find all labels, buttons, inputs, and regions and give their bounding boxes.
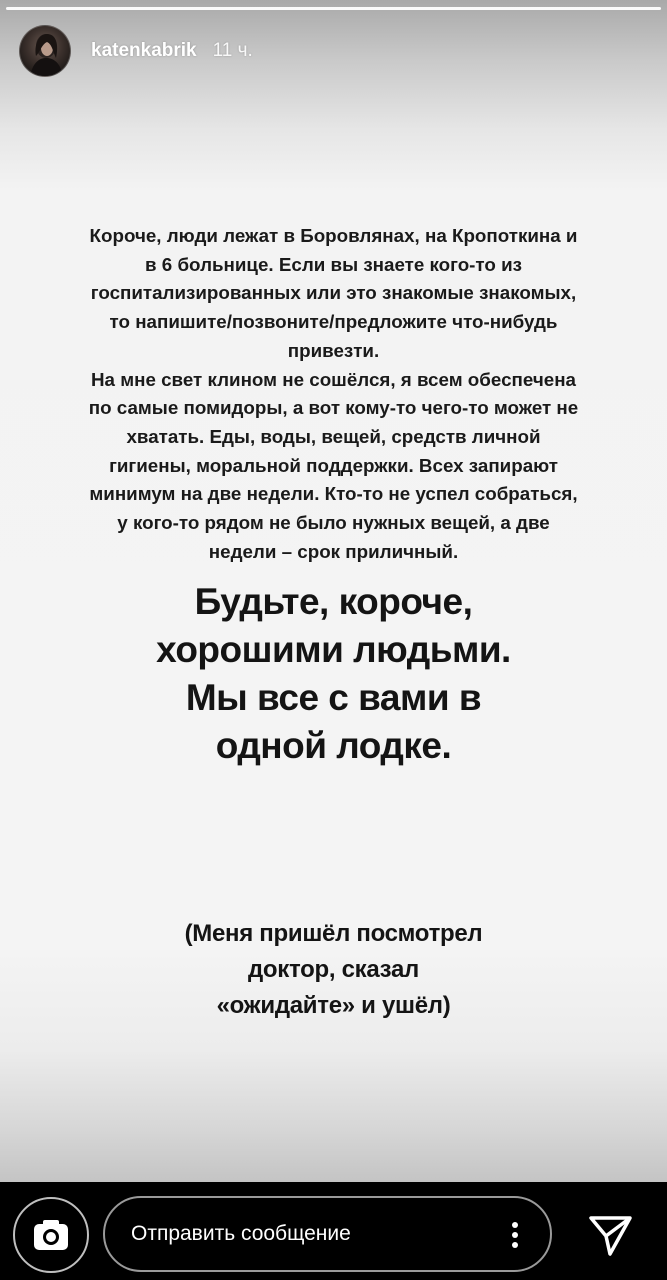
body-line: привезти. — [287, 339, 380, 361]
story-headline — [0, 578, 667, 770]
camera-icon — [29, 1213, 73, 1257]
message-placeholder: Отправить сообщение — [131, 1222, 351, 1245]
avatar[interactable] — [19, 25, 71, 77]
message-input[interactable] — [103, 1196, 552, 1272]
body-line: госпитализированных или это знакомые знакомых, — [90, 282, 577, 304]
story-progress-bar — [6, 7, 661, 10]
note-line: доктор, сказал — [247, 956, 419, 983]
story-header — [19, 24, 253, 78]
more-vertical-icon[interactable] — [510, 1220, 520, 1250]
story-timestamp: 11 ч. — [212, 40, 253, 61]
body-line: Короче, люди лежат в Боровлянах, на Кропоткина и — [89, 225, 578, 246]
body-line: недели – срок приличный. — [208, 540, 459, 562]
body-line: по самые помидоры, а вот кому-то чего-то может не — [88, 397, 579, 419]
body-line: гигиены, моральной поддержки. Всех запирают — [109, 454, 558, 476]
story-username[interactable]: katenkabrik — [91, 40, 197, 61]
headline-line: одной лодке. — [215, 725, 452, 766]
headline-line: Будьте, короче, — [194, 581, 473, 622]
send-icon[interactable] — [586, 1210, 634, 1258]
body-line: то напишите/позвоните/предложите что-нибудь — [109, 311, 558, 333]
avatar-image — [20, 26, 71, 77]
note-line: «ожидайте» и ушёл) — [216, 992, 451, 1019]
reply-bar — [0, 1182, 667, 1280]
headline-line: хорошими людьми. — [156, 629, 511, 670]
body-line: в 6 больнице. Если вы знаете кого-то из — [145, 253, 522, 275]
headline-line: Мы все с вами в — [185, 677, 482, 718]
body-line: минимум на две недели. Кто-то не успел собраться, — [89, 483, 578, 505]
body-line: хватать. Еды, воды, вещей, средств личной — [126, 425, 541, 447]
note-line: (Меня пришёл посмотрел — [184, 920, 483, 947]
camera-button[interactable] — [13, 1197, 89, 1273]
story-body-text — [22, 222, 645, 566]
body-line: у кого-то рядом не было нужных вещей, а две — [117, 512, 550, 534]
body-line: На мне свет клином не сошёлся, я всем обеспечена — [90, 368, 576, 390]
story-note — [0, 916, 667, 1024]
